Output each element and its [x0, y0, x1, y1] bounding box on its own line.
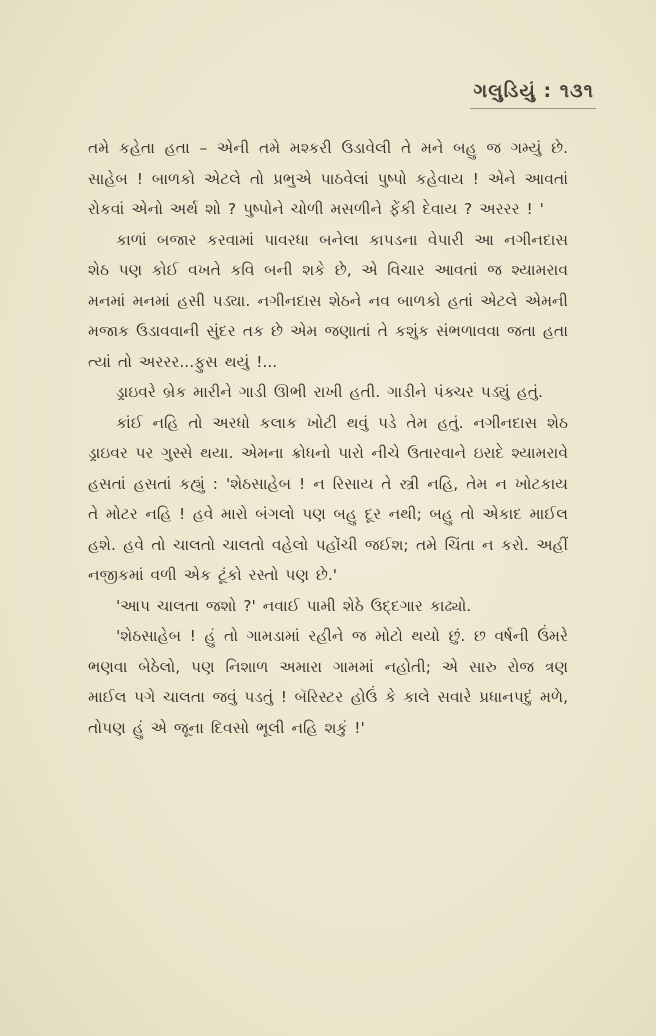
- running-header: ગલુડિયું : ૧૩૧: [473, 80, 594, 102]
- header-underline: [470, 108, 596, 109]
- paragraph-4: કાંઈ નહિ તો અરધો કલાક ખોટી થવું પડે તેમ હતું. નગીનદાસ શેઠ ડ્રાઇવર પર ગુસ્સે થયા. એમના ક્રોધનો પારો નીચે ઉતારવાને ઇરાદે શ્યામરાવે હસતાં હસતાં કહ્યું : 'શેઠસાહેબ ! ન રિસાય તે સ્ત્રી નહિ, તેમ ન ખોટકાય તે મોટર નહિ ! હવે મારો બંગલો પણ બહુ દૂર નથી; બહુ તો એકાદ માઈલ હશે. હવે તો ચાલતો ચાલતો વહેલો પહોંચી જઈશ; તમે ચિંતા ન કરો. અહીં નજીકમાં વળી એક ટૂંકો રસ્તો પણ છે.': [88, 413, 568, 584]
- paragraph-5: 'આપ ચાલતા જશો ?' નવાઈ પામી શેઠે ઉદ્દગાર કાઢ્યો.: [116, 596, 472, 615]
- paragraph-2: કાળાં બજાર કરવામાં પાવરધા બનેલા કાપડના વેપારી આ નગીનદાસ શેઠ પણ કોઈ વખતે કવિ બની શકે છે, એ વિચાર આવતાં જ શ્યામરાવ મનમાં મનમાં હસી પડ્યા. નગીનદાસ શેઠને નવ બાળકો હતાં એટલે એમની મજાક ઉડાવવાની સુંદર તક છે એમ જણાતાં તે કશુંક સંભળાવવા જતા હતા ત્યાં તો અરરર...ફુસ થયું !...: [88, 230, 568, 371]
- paragraph-1: તમે કહેતા હતા – એની તમે મશ્કરી ઉડાવેલી તે મને બહુ જ ગમ્યું છે. સાહેબ ! બાળકો એટલે તો પ્રભુએ પાઠવેલાં પુષ્પો કહેવાય ! એને આવતાં રોકવાં એનો અર્થ શો ? પુષ્પોને ચોળી મસળીને ફેંકી દેવાય ? અરરર ! ': [88, 139, 568, 218]
- body-text: [88, 133, 568, 743]
- paragraph-6: 'શેઠસાહેબ ! હું તો ગામડામાં રહીને જ મોટો થયો છું. છ વર્ષની ઉંમરે ભણવા બેઠેલો, પણ નિશાળ અમારા ગામમાં નહોતી; એ સારુ રોજ ત્રણ માઈલ પગે ચાલતા જવું પડતું ! બૅરિસ્ટર હોઉં કે કાલે સવારે પ્રધાનપદું મળે, તોપણ હું એ જૂના દિવસો ભૂલી નહિ શકું !': [88, 627, 568, 737]
- paragraph-3: ડ્રાઇવરે બ્રેક મારીને ગાડી ઊભી રાખી હતી. ગાડીને પંક્ચર પડ્યું હતું.: [116, 383, 543, 401]
